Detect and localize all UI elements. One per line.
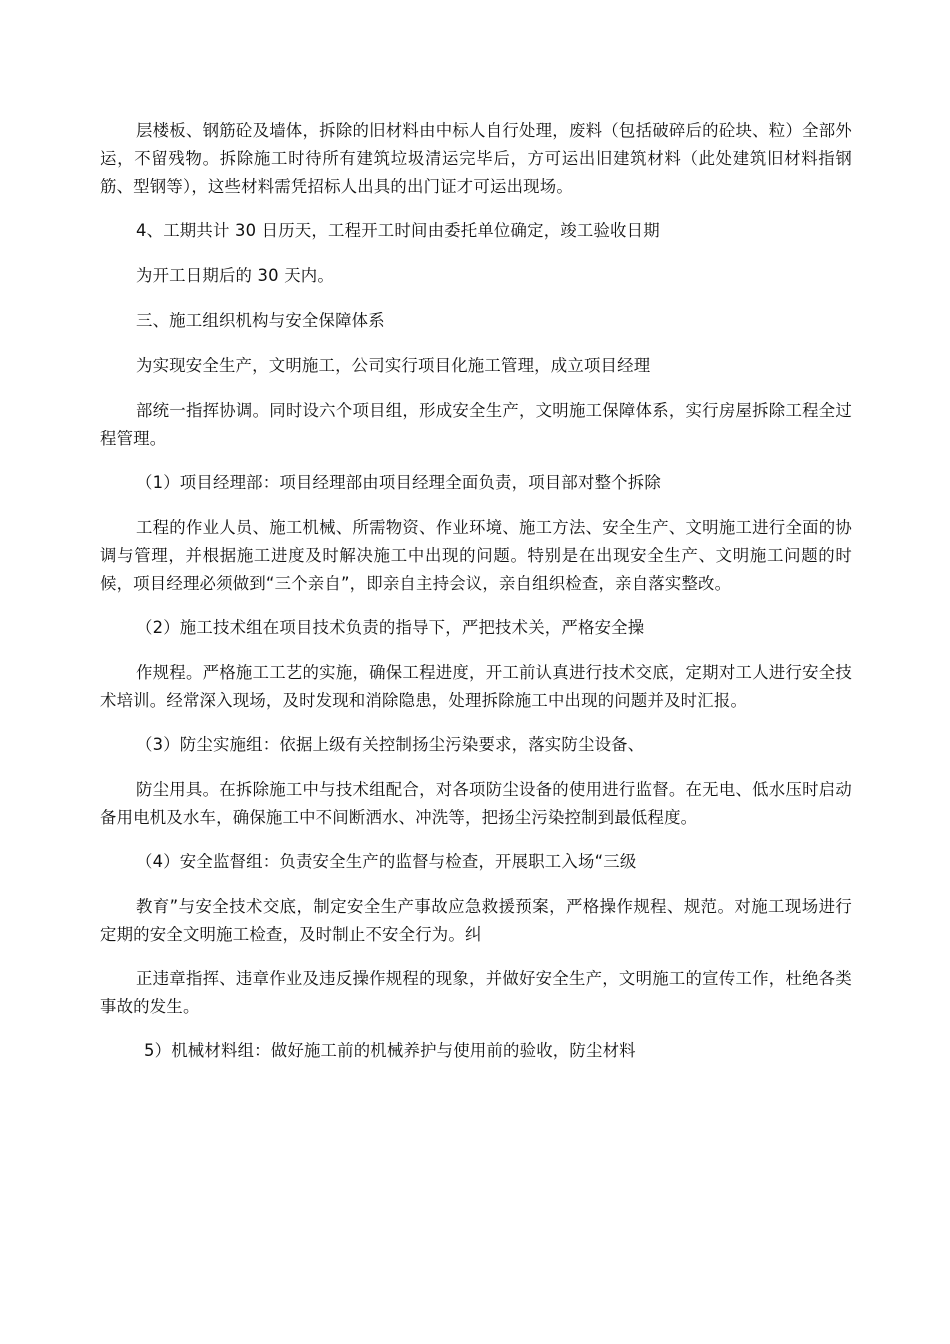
paragraph-duration-cont: 为开工日期后的 30 天内。: [136, 266, 334, 285]
section-heading: 三、施工组织机构与安全保障体系: [136, 311, 385, 330]
paragraph-item-1: （1）项目经理部：项目经理部由项目经理全面负责，项目部对整个拆除: [136, 473, 661, 492]
paragraph-item-1-cont: 工程的作业人员、施工机械、所需物资、作业环境、施工方法、安全生产、文明施工进行全面的协调与管理，并根据施工进度及时解决施工中出现的问题。特别是在出现安全生产、文明施工问题的时候，项目经理必须做到“三个亲自”，即亲自主持会议，亲自组织检查，亲自落实整改。: [100, 518, 852, 593]
paragraph-item-4: （4）安全监督组：负责安全生产的监督与检查，开展职工入场“三级: [136, 852, 637, 871]
paragraph-item-4-cont: 教育”与安全技术交底，制定安全生产事故应急救援预案，严格操作规程、规范。对施工现场进行定期的安全文明施工检查，及时制止不安全行为。纠: [100, 897, 852, 944]
paragraph-item-2-cont: 作规程。严格施工工艺的实施，确保工程进度，开工前认真进行技术交底，定期对工人进行安全技术培训。经常深入现场，及时发现和消除隐患，处理拆除施工中出现的问题并及时汇报。: [100, 663, 852, 710]
document-body: [100, 117, 852, 1081]
paragraph-item-5: 5）机械材料组：做好施工前的机械养护与使用前的验收，防尘材料: [144, 1041, 636, 1060]
paragraph-item-4-cont-2: 正违章指挥、违章作业及违反操作规程的现象，并做好安全生产，文明施工的宣传工作，杜绝各类事故的发生。: [100, 969, 852, 1016]
paragraph-duration: 4、工期共计 30 日历天，工程开工时间由委托单位确定，竣工验收日期: [136, 221, 660, 240]
paragraph-demolition-materials: 层楼板、钢筋砼及墙体，拆除的旧材料由中标人自行处理，废料（包括破碎后的砼块、粒）全部外运，不留残物。拆除施工时待所有建筑垃圾清运完毕后，方可运出旧建筑材料（此处建筑旧材料指钢筋、型钢等），这些材料需凭招标人出具的出门证才可运出现场。: [100, 121, 852, 196]
paragraph-organization-cont: 部统一指挥协调。同时设六个项目组，形成安全生产，文明施工保障体系，实行房屋拆除工程全过程管理。: [100, 401, 852, 448]
paragraph-organization: 为实现安全生产，文明施工，公司实行项目化施工管理，成立项目经理: [136, 356, 651, 375]
paragraph-item-2: （2）施工技术组在项目技术负责的指导下，严把技术关，严格安全操: [136, 618, 645, 637]
paragraph-item-3: （3）防尘实施组：依据上级有关控制扬尘污染要求，落实防尘设备、: [136, 735, 645, 754]
paragraph-item-3-cont: 防尘用具。在拆除施工中与技术组配合，对各项防尘设备的使用进行监督。在无电、低水压时启动备用电机及水车，确保施工中不间断洒水、冲洗等，把扬尘污染控制到最低程度。: [100, 780, 852, 827]
